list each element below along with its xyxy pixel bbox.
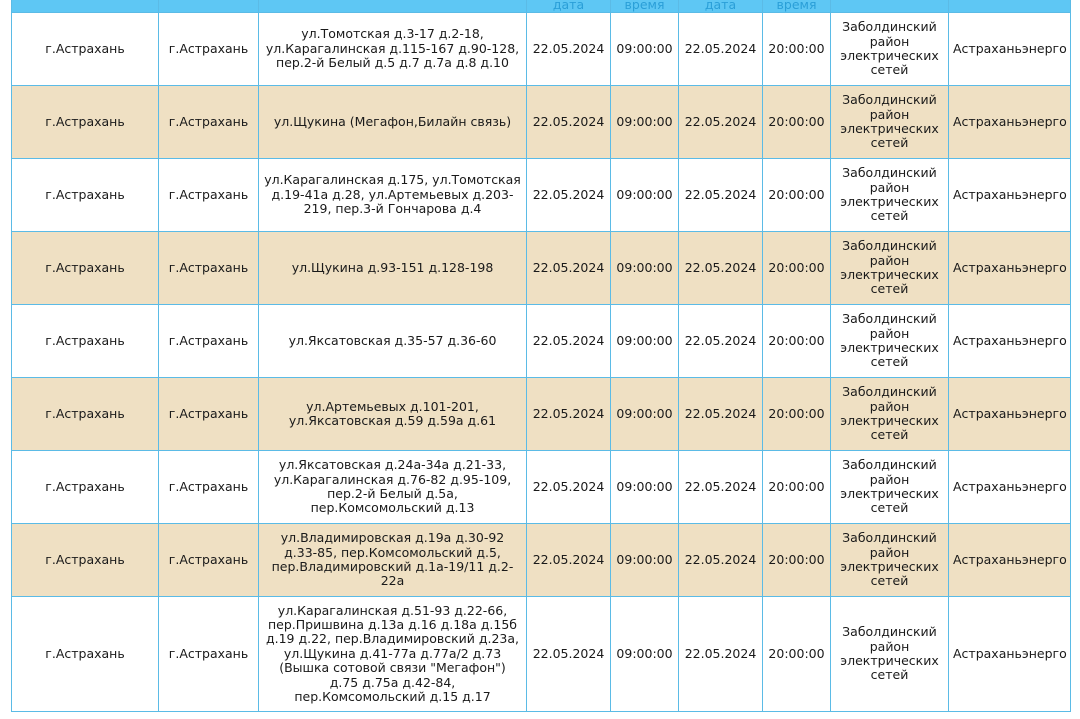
- cell-end-time: 20:00:00: [763, 232, 831, 305]
- cell-end-time: 20:00:00: [763, 13, 831, 86]
- header-end-time: время: [763, 0, 831, 13]
- cell-address: ул.Карагалинская д.175, ул.Томотская д.19-41а д.28, ул.Артемьевых д.203-219, пер.3-й Гончарова д.4: [259, 159, 527, 232]
- cell-city: г.Астрахань: [12, 378, 159, 451]
- cell-company: Астраханьэнерго: [949, 378, 1071, 451]
- cell-start-date: 22.05.2024: [527, 597, 611, 712]
- cell-locality: г.Астрахань: [159, 305, 259, 378]
- cell-start-time: 09:00:00: [611, 13, 679, 86]
- cell-district: Заболдинский район электрических сетей: [831, 524, 949, 597]
- cell-address: ул.Артемьевых д.101-201, ул.Яксатовская д.59 д.59а д.61: [259, 378, 527, 451]
- table-header-row: [12, 0, 1071, 13]
- cell-company: Астраханьэнерго: [949, 305, 1071, 378]
- cell-end-time: 20:00:00: [763, 524, 831, 597]
- cell-locality: г.Астрахань: [159, 451, 259, 524]
- header-start-date: дата: [527, 0, 611, 13]
- header-city: [12, 0, 159, 13]
- cell-city: г.Астрахань: [12, 159, 159, 232]
- table-row: [12, 451, 1071, 524]
- cell-start-time: 09:00:00: [611, 159, 679, 232]
- cell-company: Астраханьэнерго: [949, 524, 1071, 597]
- cell-city: г.Астрахань: [12, 232, 159, 305]
- cell-end-date: 22.05.2024: [679, 378, 763, 451]
- outage-schedule-table: [11, 0, 1071, 712]
- cell-district: Заболдинский район электрических сетей: [831, 232, 949, 305]
- cell-end-date: 22.05.2024: [679, 451, 763, 524]
- header-district: [831, 0, 949, 13]
- cell-address: ул.Яксатовская д.24а-34а д.21-33, ул.Карагалинская д.76-82 д.95-109, пер.2-й Белый д.5а, пер.Комсомольский д.13: [259, 451, 527, 524]
- cell-company: Астраханьэнерго: [949, 86, 1071, 159]
- cell-start-date: 22.05.2024: [527, 524, 611, 597]
- cell-end-date: 22.05.2024: [679, 232, 763, 305]
- cell-locality: г.Астрахань: [159, 13, 259, 86]
- cell-start-time: 09:00:00: [611, 86, 679, 159]
- table-row: [12, 159, 1071, 232]
- cell-city: г.Астрахань: [12, 524, 159, 597]
- cell-city: г.Астрахань: [12, 86, 159, 159]
- table-row: [12, 232, 1071, 305]
- cell-district: Заболдинский район электрических сетей: [831, 451, 949, 524]
- cell-start-time: 09:00:00: [611, 305, 679, 378]
- cell-locality: г.Астрахань: [159, 159, 259, 232]
- cell-end-time: 20:00:00: [763, 86, 831, 159]
- cell-end-date: 22.05.2024: [679, 597, 763, 712]
- cell-company: Астраханьэнерго: [949, 13, 1071, 86]
- cell-start-time: 09:00:00: [611, 597, 679, 712]
- table-row: [12, 597, 1071, 712]
- cell-end-date: 22.05.2024: [679, 524, 763, 597]
- cell-city: г.Астрахань: [12, 597, 159, 712]
- cell-locality: г.Астрахань: [159, 597, 259, 712]
- cell-city: г.Астрахань: [12, 451, 159, 524]
- cell-end-date: 22.05.2024: [679, 159, 763, 232]
- cell-company: Астраханьэнерго: [949, 597, 1071, 712]
- header-start-time: время: [611, 0, 679, 13]
- cell-end-time: 20:00:00: [763, 305, 831, 378]
- cell-company: Астраханьэнерго: [949, 232, 1071, 305]
- cell-district: Заболдинский район электрических сетей: [831, 86, 949, 159]
- cell-end-time: 20:00:00: [763, 597, 831, 712]
- cell-district: Заболдинский район электрических сетей: [831, 159, 949, 232]
- cell-district: Заболдинский район электрических сетей: [831, 13, 949, 86]
- cell-address: ул.Щукина д.93-151 д.128-198: [259, 232, 527, 305]
- cell-end-time: 20:00:00: [763, 159, 831, 232]
- table-row: [12, 86, 1071, 159]
- cell-address: ул.Яксатовская д.35-57 д.36-60: [259, 305, 527, 378]
- cell-start-date: 22.05.2024: [527, 13, 611, 86]
- cell-start-date: 22.05.2024: [527, 451, 611, 524]
- cell-start-date: 22.05.2024: [527, 305, 611, 378]
- table-row: [12, 378, 1071, 451]
- cell-end-time: 20:00:00: [763, 451, 831, 524]
- cell-start-date: 22.05.2024: [527, 159, 611, 232]
- cell-end-date: 22.05.2024: [679, 86, 763, 159]
- cell-end-time: 20:00:00: [763, 378, 831, 451]
- cell-start-date: 22.05.2024: [527, 232, 611, 305]
- cell-company: Астраханьэнерго: [949, 451, 1071, 524]
- cell-address: ул.Томотская д.3-17 д.2-18, ул.Карагалинская д.115-167 д.90-128, пер.2-й Белый д.5 д.7 д.7а д.8 д.10: [259, 13, 527, 86]
- cell-locality: г.Астрахань: [159, 86, 259, 159]
- cell-address: ул.Карагалинская д.51-93 д.22-66, пер.Пришвина д.13а д.16 д.18а д.15б д.19 д.22, пер.Владимировский д.23а, ул.Щукина д.41-77а д.77а/2 д.73 (Вышка сотовой связи "Мегафон") д.75 д.75а д.42-84, пер.Комсомольский д.15 д.17: [259, 597, 527, 712]
- table-row: [12, 524, 1071, 597]
- cell-start-time: 09:00:00: [611, 524, 679, 597]
- table-row: [12, 13, 1071, 86]
- cell-end-date: 22.05.2024: [679, 305, 763, 378]
- cell-district: Заболдинский район электрических сетей: [831, 378, 949, 451]
- cell-end-date: 22.05.2024: [679, 13, 763, 86]
- cell-locality: г.Астрахань: [159, 524, 259, 597]
- table-row: [12, 305, 1071, 378]
- cell-start-time: 09:00:00: [611, 232, 679, 305]
- cell-address: ул.Владимировская д.19а д.30-92 д.33-85, пер.Комсомольский д.5, пер.Владимировский д.1а-19/11 д.2-22а: [259, 524, 527, 597]
- header-company: [949, 0, 1071, 13]
- cell-city: г.Астрахань: [12, 305, 159, 378]
- cell-district: Заболдинский район электрических сетей: [831, 597, 949, 712]
- header-address: [259, 0, 527, 13]
- cell-city: г.Астрахань: [12, 13, 159, 86]
- cell-start-time: 09:00:00: [611, 451, 679, 524]
- cell-locality: г.Астрахань: [159, 232, 259, 305]
- cell-locality: г.Астрахань: [159, 378, 259, 451]
- cell-start-date: 22.05.2024: [527, 86, 611, 159]
- cell-start-date: 22.05.2024: [527, 378, 611, 451]
- cell-district: Заболдинский район электрических сетей: [831, 305, 949, 378]
- cell-start-time: 09:00:00: [611, 378, 679, 451]
- cell-company: Астраханьэнерго: [949, 159, 1071, 232]
- cell-address: ул.Щукина (Мегафон,Билайн связь): [259, 86, 527, 159]
- header-end-date: дата: [679, 0, 763, 13]
- header-locality: [159, 0, 259, 13]
